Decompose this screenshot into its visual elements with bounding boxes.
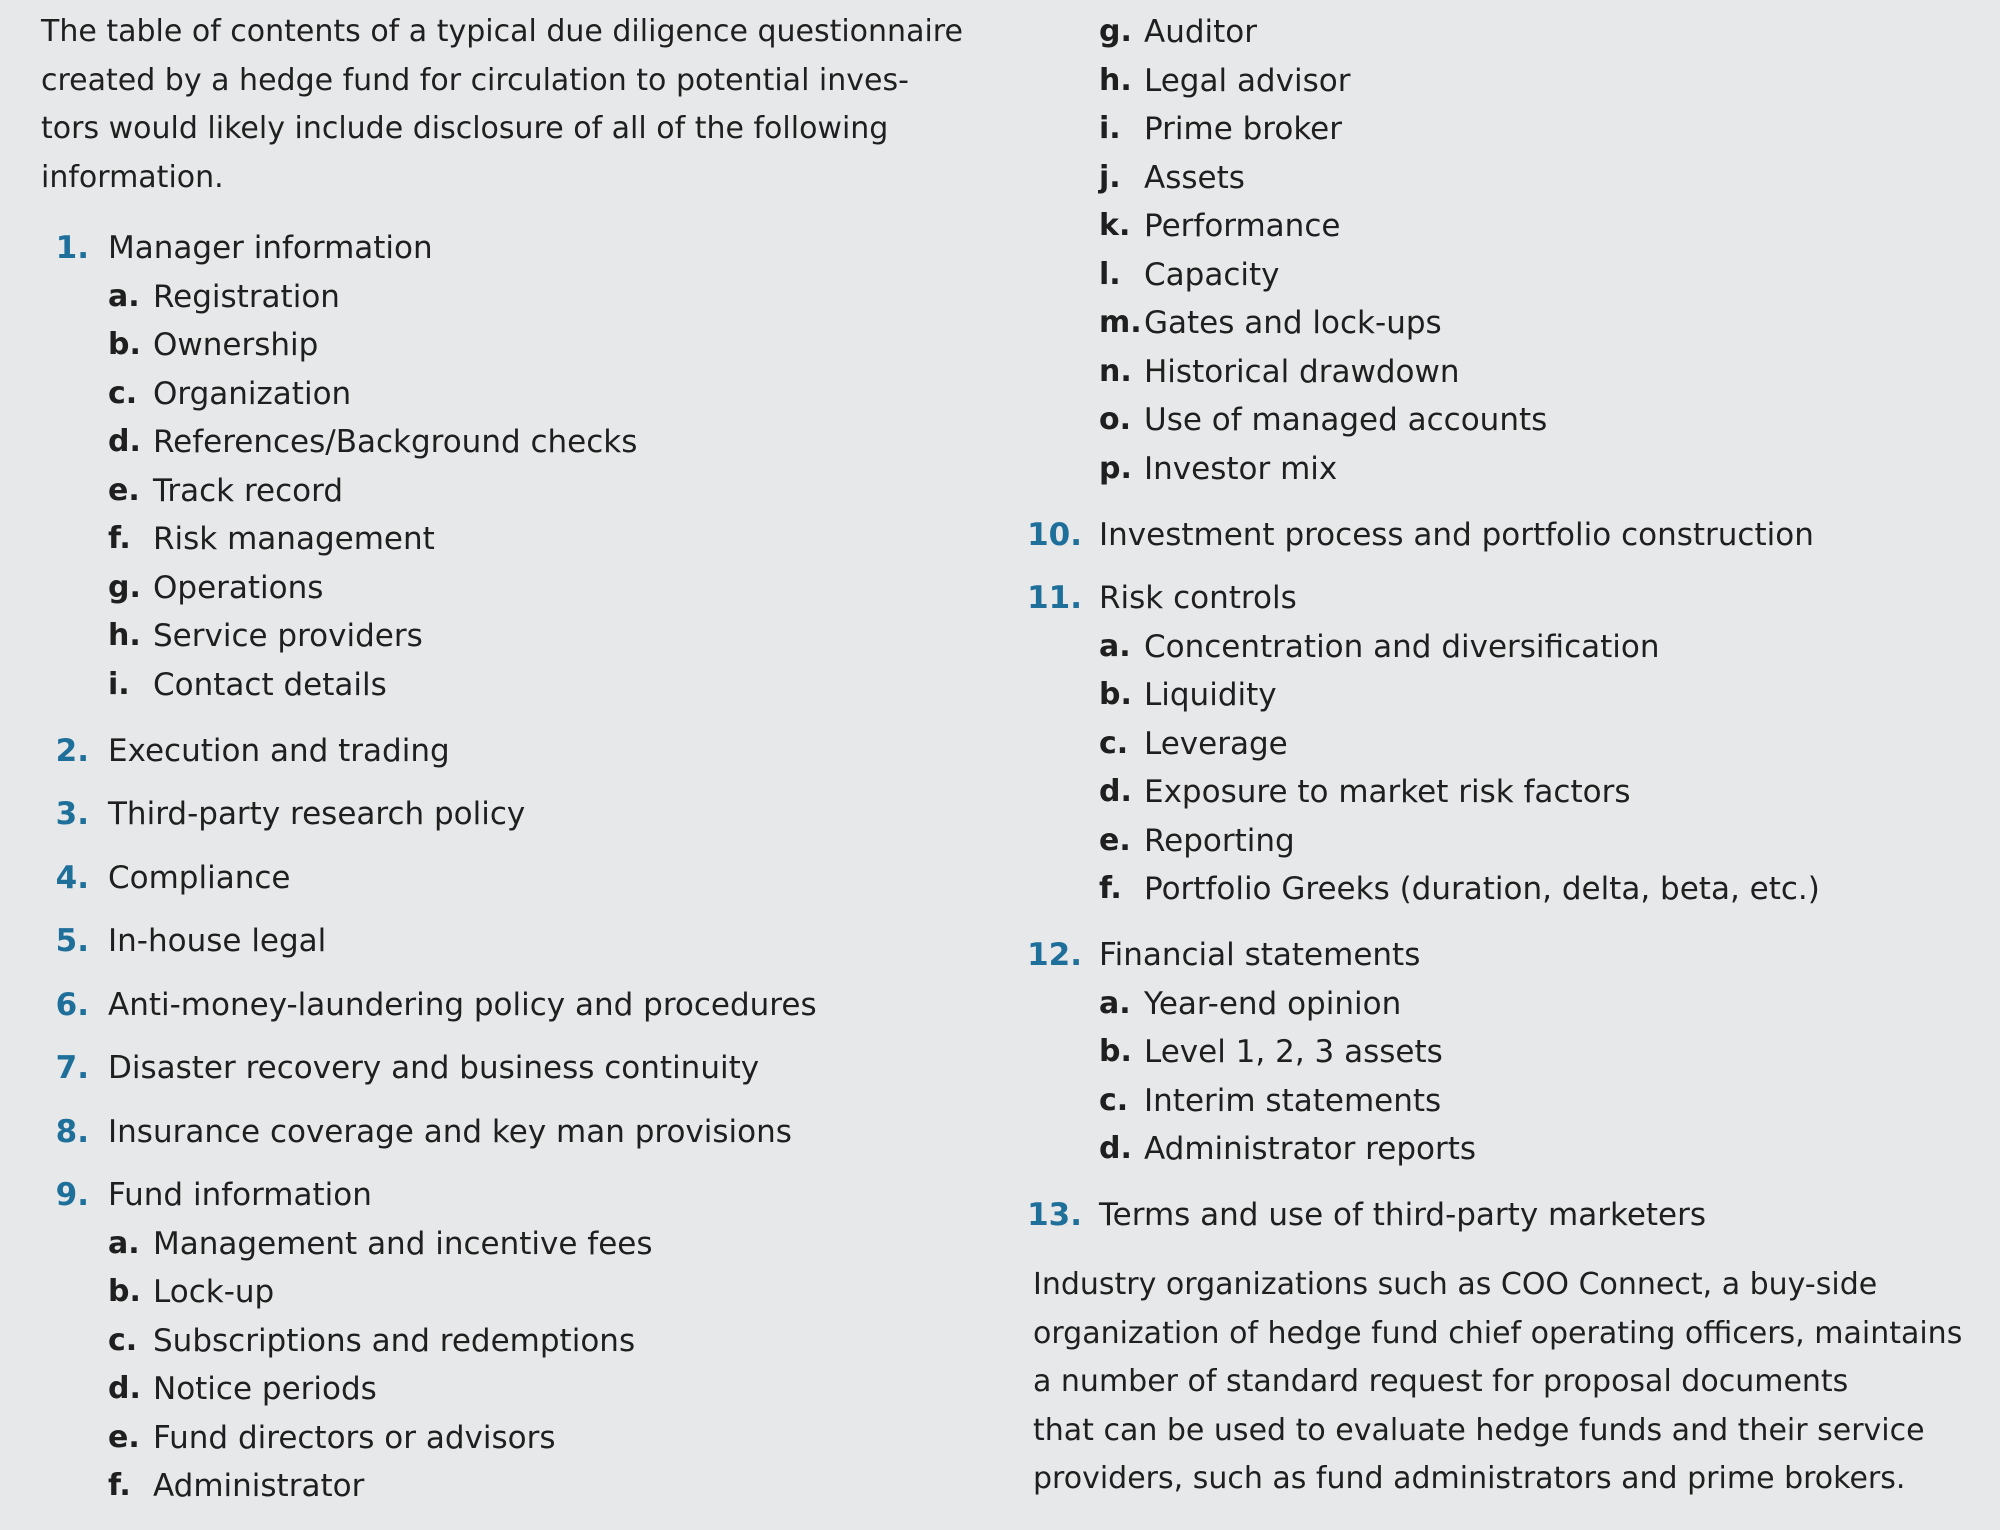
subsection-letter: f. [1099, 871, 1122, 906]
subsection-label: Capacity [1144, 256, 1280, 293]
section-number: 10. [1027, 516, 1082, 553]
section-number: 13. [1027, 1197, 1082, 1233]
subsection-letter: o. [1099, 402, 1132, 437]
subsection-label: Investor mix [1144, 450, 1338, 487]
subsection-label: Operations [153, 569, 324, 606]
subsection-letter: d. [108, 1371, 141, 1406]
subsection-label: Notice periods [153, 1371, 377, 1407]
subsection-label: Legal advisor [1144, 62, 1351, 99]
subsection-letter: a. [1099, 628, 1131, 664]
subsection-letter: e. [108, 1419, 140, 1455]
closing-line: organization of hedge fund chief operating officers, maintains [1033, 1315, 1963, 1351]
subsection-label: Administrator [153, 1468, 365, 1504]
closing-line: Industry organizations such as COO Connect, a buy-side [1033, 1267, 1878, 1302]
section-number: 11. [1027, 580, 1082, 616]
section-number: 12. [1027, 937, 1082, 973]
subsection-letter: c. [108, 375, 138, 411]
subsection-letter: p. [1099, 450, 1132, 486]
subsection-letter: d. [1099, 1131, 1132, 1166]
closing-line: that can be used to evaluate hedge funds and their service [1033, 1412, 1925, 1448]
subsection-label: Risk management [153, 521, 435, 557]
section-number: 5. [55, 923, 89, 959]
subsection-label: Gates and lock-ups [1144, 305, 1442, 341]
section-label: Compliance [108, 859, 291, 896]
subsection-letter: g. [1099, 14, 1132, 49]
subsection-letter: b. [1099, 677, 1132, 712]
subsection-letter: c. [108, 1322, 138, 1358]
subsection-letter: d. [108, 424, 141, 459]
closing-line: providers, such as fund administrators and prime brokers. [1033, 1461, 1906, 1496]
subsection-letter: n. [1099, 353, 1132, 389]
subsection-letter: b. [108, 1274, 141, 1309]
section-label: Financial statements [1099, 937, 1421, 973]
subsection-letter: f. [108, 521, 131, 556]
section-number: 9. [55, 1177, 89, 1213]
subsection-letter: g. [108, 569, 141, 605]
subsection-letter: m. [1099, 305, 1142, 340]
section-number: 6. [55, 986, 89, 1023]
subsection-label: Leverage [1144, 725, 1288, 762]
subsection-letter: i. [1099, 111, 1121, 146]
subsection-letter: a. [108, 1225, 140, 1261]
section-label: Risk controls [1099, 580, 1297, 616]
subsection-label: Exposure to market risk factors [1144, 774, 1631, 810]
subsection-label: Use of managed accounts [1144, 402, 1548, 438]
subsection-letter: c. [1099, 1082, 1129, 1118]
subsection-label: Prime broker [1144, 111, 1343, 147]
subsection-label: Portfolio Greeks (duration, delta, beta, etc.) [1144, 871, 1820, 907]
subsection-label: Historical drawdown [1144, 353, 1460, 390]
subsection-letter: l. [1099, 256, 1121, 292]
closing-line: a number of standard request for proposal documents [1033, 1364, 1849, 1399]
section-label: In-house legal [108, 923, 327, 959]
intro-paragraph [41, 8, 963, 202]
subsection-label: Liquidity [1144, 677, 1277, 713]
subsection-letter: k. [1099, 208, 1131, 243]
subsection-label: Contact details [153, 666, 387, 703]
subsection-letter: h. [108, 618, 141, 653]
section-number: 8. [55, 1113, 89, 1150]
subsection-label: Concentration and diversification [1144, 628, 1660, 665]
subsection-label: Organization [153, 375, 352, 412]
intro-line: created by a hedge fund for circulation to potential inves- [41, 62, 909, 98]
subsection-letter: f. [108, 1468, 131, 1503]
subsection-letter: a. [108, 278, 140, 314]
subsection-label: Management and incentive fees [153, 1225, 653, 1262]
section-number: 1. [55, 230, 89, 266]
subsection-label: Ownership [153, 327, 319, 363]
subsection-label: Assets [1144, 159, 1245, 196]
subsection-letter: a. [1099, 985, 1131, 1021]
subsection-label: Administrator reports [1144, 1131, 1477, 1167]
subsection-label: Auditor [1144, 14, 1258, 50]
subsection-label: Track record [153, 472, 343, 509]
section-number: 3. [55, 796, 89, 832]
subsection-label: Subscriptions and redemptions [153, 1322, 636, 1359]
subsection-letter: e. [108, 472, 140, 508]
subsection-label: Year-end opinion [1144, 985, 1402, 1022]
subsection-label: Reporting [1144, 822, 1295, 859]
subsection-letter: b. [1099, 1034, 1132, 1069]
section-label: Fund information [108, 1177, 372, 1213]
section-label: Execution and trading [108, 732, 450, 769]
section-label: Investment process and portfolio construction [1099, 516, 1814, 553]
subsection-letter: e. [1099, 822, 1131, 858]
subsection-label: Interim statements [1144, 1082, 1442, 1119]
subsection-letter: h. [1099, 62, 1132, 98]
section-label: Disaster recovery and business continuity [108, 1050, 760, 1086]
subsection-label: Performance [1144, 208, 1341, 244]
subsection-letter: j. [1099, 159, 1121, 195]
subsection-label: Registration [153, 278, 340, 315]
intro-line: The table of contents of a typical due diligence questionnaire [41, 14, 963, 49]
section-label: Terms and use of third-party marketers [1099, 1197, 1707, 1233]
section-number: 4. [55, 859, 89, 896]
section-label: Third-party research policy [108, 796, 526, 832]
section-number: 7. [55, 1050, 89, 1086]
subsection-letter: d. [1099, 774, 1132, 809]
subsection-label: Fund directors or advisors [153, 1419, 556, 1456]
subsection-label: References/Background checks [153, 424, 638, 460]
intro-line: tors would likely include disclosure of all of the following [41, 111, 889, 146]
subsection-label: Lock-up [153, 1274, 275, 1310]
section-label: Insurance coverage and key man provisions [108, 1113, 792, 1150]
subsection-letter: b. [108, 327, 141, 362]
subsection-label: Level 1, 2, 3 assets [1144, 1034, 1443, 1070]
subsection-letter: c. [1099, 725, 1129, 761]
subsection-label: Service providers [153, 618, 423, 654]
subsection-letter: i. [108, 666, 130, 702]
intro-line: information. [41, 159, 224, 195]
section-label: Manager information [108, 230, 433, 266]
section-number: 2. [55, 732, 89, 769]
section-label: Anti-money-laundering policy and procedures [108, 986, 817, 1023]
closing-paragraph [1033, 1261, 1962, 1504]
